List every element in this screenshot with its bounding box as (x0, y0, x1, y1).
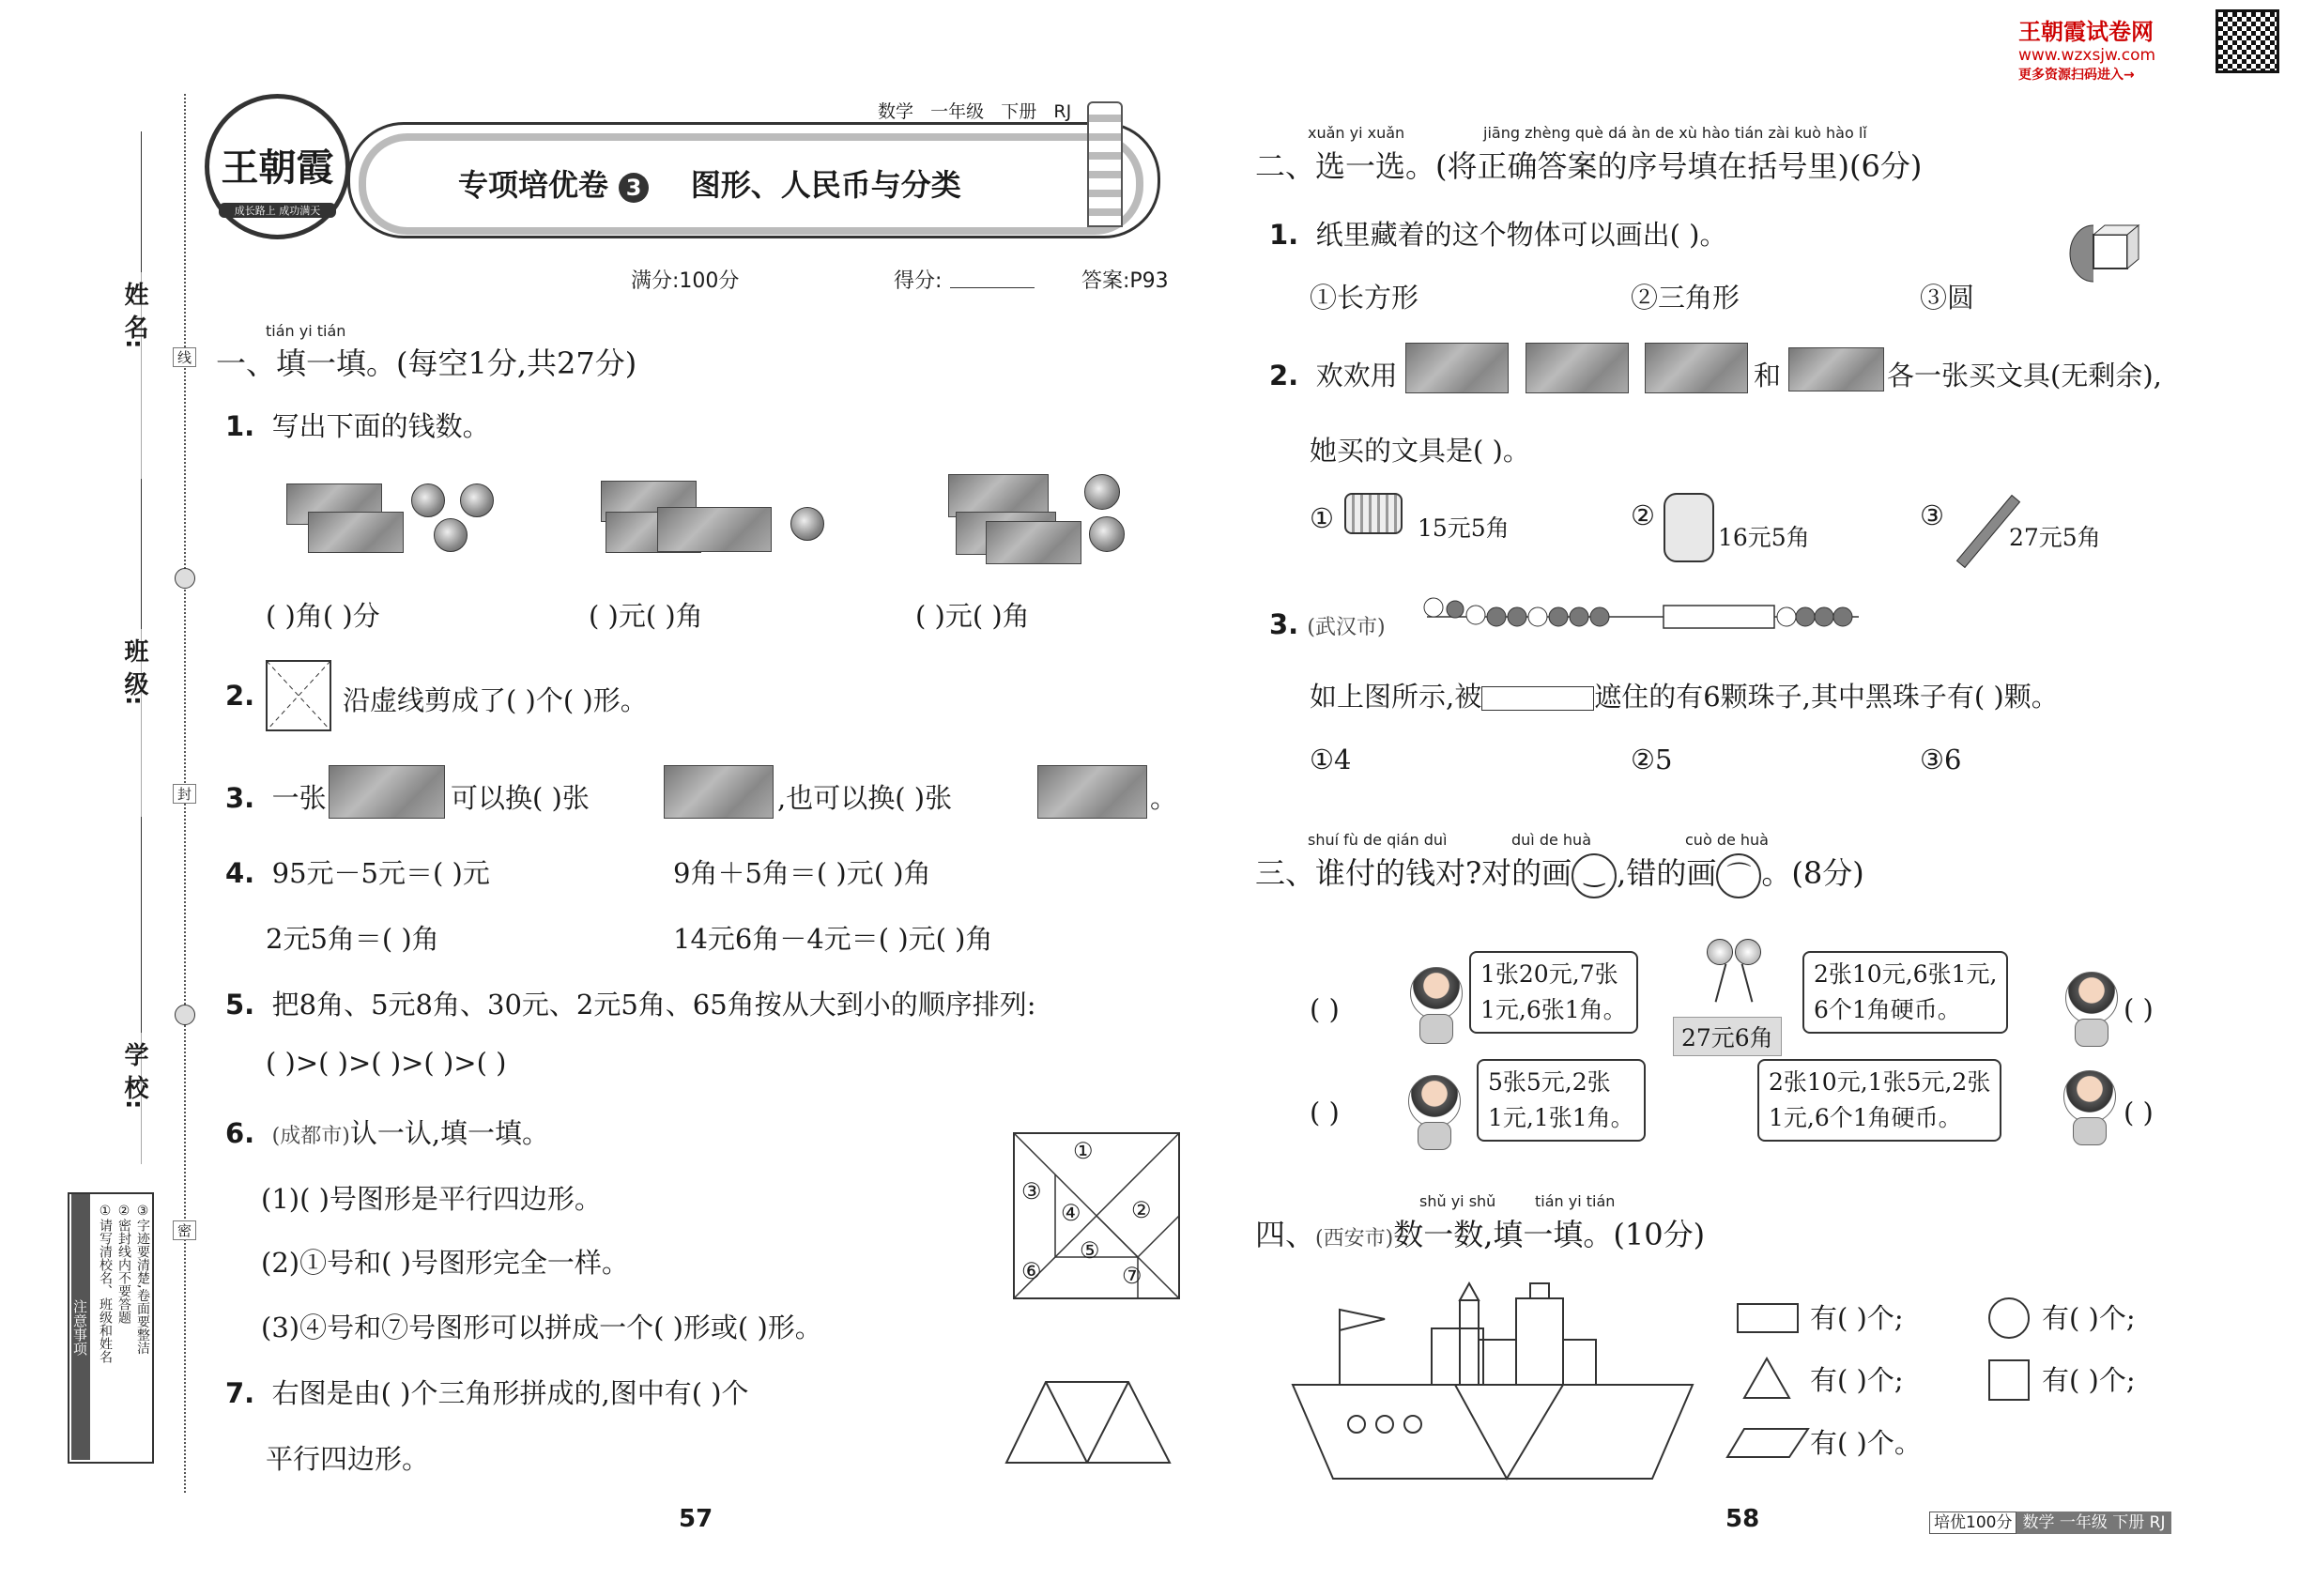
pencil-box-icon (1664, 493, 1714, 562)
q7-text-b: 平行四边形。 (266, 1443, 430, 1475)
r-q2-price-2: 16元5角 (1718, 524, 1810, 551)
banknote-1-image (1645, 343, 1748, 393)
banknote-image (657, 507, 772, 552)
answer-ref: 答案:P93 (1081, 269, 1169, 293)
s2-title: 二、选一选。(将正确答案的序号填在括号里)(6分) (1255, 148, 1923, 184)
r-q2-opt-1[interactable]: ① (1310, 502, 1334, 534)
coin-image (460, 483, 494, 517)
r-q2-opt-2[interactable]: ② (1631, 499, 1655, 531)
girl-figure-body (1419, 1014, 1453, 1044)
page-number-right: 58 (1725, 1505, 1760, 1533)
s1-title: 一、填一填。(每空1分,共27分) (216, 345, 637, 381)
tangram-label-3: ③ (1021, 1178, 1042, 1205)
pencil-sharpener-icon (1344, 493, 1403, 534)
s3-title (1255, 850, 1864, 898)
q5-number: 5. (225, 989, 255, 1021)
ship-figure (1291, 1281, 1694, 1488)
site-url: www.wzxsjw.com (2018, 46, 2156, 65)
q4-c[interactable]: 2元5角＝( )角 (266, 923, 439, 955)
q3-number: 3. (225, 782, 255, 814)
brand-logo (205, 94, 350, 239)
q3-text-d: 。 (1150, 782, 1178, 814)
r-q2-price-3: 27元5角 (2009, 524, 2101, 551)
q5 (225, 984, 1035, 1022)
s3-pinyin-b: duì de huà (1511, 831, 1591, 849)
q7-text[interactable]: 右图是由( )个三角形拼成的,图中有( )个 (271, 1377, 749, 1409)
s4-count-parallelogram[interactable]: 有( )个。 (1810, 1427, 1922, 1459)
q3-text-a: 一张 (271, 782, 327, 814)
square-cut-figure (265, 659, 332, 732)
cut-label-close: 密 (173, 1220, 196, 1240)
r-q2 (1269, 355, 1398, 393)
r-q2-text-c: 各一张买文具(无剩余), (1887, 360, 2162, 391)
boy-figure (1408, 1075, 1461, 1128)
s4-city: (西安市) (1315, 1227, 1394, 1251)
meta-edition: RJ (1053, 101, 1072, 122)
tangram-label-7: ⑦ (1122, 1263, 1142, 1289)
answer-paren-1[interactable]: ( ) (1310, 993, 1340, 1025)
s4-title-a: 四、 (1255, 1217, 1316, 1252)
triangles-figure (1004, 1380, 1173, 1465)
lollipop-icon (1707, 939, 1763, 1003)
s4-title (1255, 1211, 1705, 1254)
s4-pinyin-b: tián yi tián (1535, 1192, 1616, 1210)
s3-pinyin-c: cuò de huà (1685, 831, 1769, 849)
q6-number: 6. (225, 1117, 255, 1149)
notes-item-2: ②密封线内不要答题 (116, 1204, 131, 1324)
coin-image (790, 507, 824, 541)
r-q3-text-a: 如上图所示,被 (1310, 681, 1482, 713)
girl-figure (2065, 972, 2118, 1024)
school-label: 学 校: (120, 1042, 148, 1110)
brand-logo-text: 王朝霞 (221, 146, 334, 190)
bubble-4: 2张10元,1张5元,2张 1元,6个1角硬币。 (1757, 1059, 2001, 1142)
meta-grade: 一年级 (930, 101, 985, 122)
banknote-20-image (1037, 765, 1147, 819)
q5-blank[interactable]: ( )>( )>( )>( )>( ) (266, 1047, 507, 1079)
r-q1 (1269, 214, 1727, 253)
girl-figure (1410, 967, 1463, 1020)
title-number: 3 (619, 173, 649, 203)
s3-pinyin-a: shuí fù de qián duì (1308, 831, 1448, 849)
brand-logo-sub: 成长路上 成功满天 (219, 203, 336, 218)
q1-blank-1[interactable]: ( )角( )分 (266, 600, 380, 632)
r-q3-city: (武汉市) (1307, 616, 1386, 639)
q6 (225, 1113, 549, 1151)
s3-title-b: ,错的画 (1617, 855, 1717, 891)
s3-title-c: 。(8分) (1761, 855, 1864, 891)
s4-count-triangle[interactable]: 有( )个; (1810, 1364, 1904, 1396)
meta-subject: 数学 (878, 101, 914, 122)
qr-code-icon (2216, 9, 2279, 73)
r-q2-number: 2. (1269, 360, 1299, 391)
bubble-2: 2张10元,6张1元, 6个1角硬币。 (1802, 951, 2008, 1034)
answer-paren-3[interactable]: ( ) (1310, 1097, 1340, 1128)
title-main: 图形、人民币与分类 (690, 167, 961, 203)
page-title (458, 161, 961, 205)
banknote-image (308, 512, 404, 553)
banknote-image (986, 521, 1081, 564)
answer-paren-4[interactable]: ( ) (2124, 1097, 2154, 1128)
banknote-10-image (1405, 343, 1509, 393)
q4-d[interactable]: 14元6角－4元＝( )元( )角 (673, 923, 993, 955)
school-line (141, 817, 142, 1033)
s4-title-b: 数一数,填一填。(10分) (1393, 1217, 1706, 1252)
site-name: 王朝霞试卷网 (2018, 19, 2154, 45)
q3-text-c[interactable]: ,也可以换( )张 (777, 782, 953, 814)
s4-pinyin-a: shǔ yi shǔ (1419, 1192, 1496, 1210)
site-hint: 更多资源扫码进入→ (2018, 68, 2135, 83)
notes-item-3: ③字迹要清楚,卷面要整洁 (135, 1204, 150, 1355)
r-q2-opt-3[interactable]: ③ (1920, 499, 1944, 531)
r-q1-number: 1. (1269, 219, 1299, 251)
q6-1[interactable]: (1)( )号图形是平行四边形。 (261, 1183, 602, 1215)
banknote-image (1788, 347, 1884, 391)
q2 (225, 680, 254, 712)
coin-image (1089, 516, 1125, 552)
hidden-object-icon (2065, 221, 2140, 286)
price-tag: 27元6角 (1673, 1017, 1782, 1056)
lighthouse-icon (1087, 101, 1123, 227)
r-q3-opt-2[interactable]: ②5 (1631, 744, 1673, 775)
header-meta (878, 98, 1071, 123)
s3-title-a: 三、谁付的钱对?对的画 (1255, 855, 1572, 891)
s4-count-rect[interactable]: 有( )个; (1810, 1302, 1904, 1334)
r-q3-box (1481, 686, 1594, 711)
score-label: 得分: (894, 269, 943, 293)
class-label: 班 级: (120, 638, 148, 706)
q1-number: 1. (225, 410, 255, 442)
bubble-1: 1张20元,7张 1元,6张1角。 (1469, 951, 1638, 1034)
s2-pinyin: xuǎn yi xuǎn (1308, 124, 1405, 142)
notes-title: 注意事项 (71, 1194, 90, 1460)
s4-count-circle[interactable]: 有( )个; (2042, 1302, 2136, 1334)
tangram-label-4: ④ (1061, 1200, 1081, 1226)
meta-volume: 下册 (1001, 101, 1037, 122)
r-q1-opt-1[interactable]: ①长方形 (1310, 282, 1419, 314)
q5-text: 把8角、5元8角、30元、2元5角、65角按从大到小的顺序排列: (271, 989, 1036, 1021)
q6-city: (成都市) (271, 1125, 350, 1148)
name-line (141, 131, 142, 272)
banknote-100-image (329, 765, 445, 819)
r-q2-price-1: 15元5角 (1418, 514, 1510, 542)
q3-text-b[interactable]: 可以换( )张 (451, 782, 590, 814)
q2-text[interactable]: 沿虚线剪成了( )个( )形。 (343, 684, 648, 716)
r-q1-opt-2[interactable]: ②三角形 (1631, 282, 1740, 314)
q7 (225, 1373, 749, 1411)
banknote-5-image (1526, 343, 1629, 393)
boy-figure-body (2073, 1117, 2107, 1145)
bubble-3: 5张5元,2张 1元,1张1角。 (1477, 1059, 1646, 1142)
boy-figure-body (1418, 1122, 1451, 1150)
cut-label-seal: 封 (173, 784, 196, 804)
girl-figure-body (2075, 1019, 2108, 1047)
parallelogram-shape-icon (1725, 1427, 1810, 1459)
r-q2-text-d[interactable]: 她买的文具是( )。 (1310, 435, 1530, 467)
s2-pinyin-b: jiāng zhèng què dá àn de xù hào tián zài kuò hào lǐ (1483, 124, 1867, 142)
square-shape-icon (1988, 1359, 2030, 1401)
class-line (141, 479, 142, 629)
answer-paren-2[interactable]: ( ) (2124, 993, 2154, 1025)
footer-tag (1929, 1509, 2171, 1532)
q7-number: 7. (225, 1377, 255, 1409)
coin-image (434, 518, 468, 552)
triangle-shape-icon (1742, 1357, 1791, 1400)
r-q3 (1269, 608, 1386, 640)
q6-text: 认一认,填一填。 (349, 1117, 550, 1149)
q6-2[interactable]: (2)①号和( )号图形完全一样。 (261, 1247, 629, 1279)
smile-face-icon: ‿ (1572, 853, 1617, 898)
rectangle-shape-icon (1737, 1303, 1799, 1333)
score-field[interactable] (950, 287, 1035, 288)
banknote-50-image (664, 765, 774, 819)
binding-hole-1 (175, 568, 195, 589)
coin-image (1084, 474, 1120, 510)
site-brand (2018, 13, 2155, 84)
q4-b[interactable]: 9角＋5角＝( )元( )角 (673, 857, 931, 889)
notes-item-1: ①请写清校名、班级和姓名 (98, 1204, 113, 1363)
r-q1-opt-3[interactable]: ③圆 (1920, 282, 1975, 314)
q1-text: 写出下面的钱数。 (271, 410, 490, 442)
r-q3-opt-1[interactable]: ①4 (1310, 744, 1352, 775)
r-q2-text-b: 和 (1754, 360, 1782, 391)
tangram-label-6: ⑥ (1021, 1258, 1042, 1284)
binding-hole-2 (175, 1005, 195, 1025)
cut-label-line: 线 (173, 347, 196, 367)
s4-count-square[interactable]: 有( )个; (2042, 1364, 2136, 1396)
tangram-label-2: ② (1131, 1197, 1152, 1223)
r-q3-number: 3. (1269, 608, 1299, 640)
tangram-label-1: ① (1073, 1138, 1094, 1164)
circle-shape-icon (1988, 1297, 2030, 1339)
name-label: 姓 名: (120, 282, 148, 349)
q1 (225, 406, 490, 444)
q4-a[interactable]: 95元－5元＝( )元 (271, 857, 490, 889)
page-number-left: 57 (679, 1505, 713, 1533)
q4 (225, 852, 490, 891)
q1-blank-3[interactable]: ( )元( )角 (915, 600, 1030, 632)
q4-number: 4. (225, 857, 255, 889)
r-q3-opt-3[interactable]: ③6 (1920, 744, 1962, 775)
title-prefix: 专项培优卷 (458, 167, 609, 203)
q2-number: 2. (225, 680, 255, 712)
q1-blank-2[interactable]: ( )元( )角 (589, 600, 703, 632)
boy-figure (2063, 1070, 2116, 1123)
bead-string (1422, 593, 1863, 640)
r-q2-text-a: 欢欢用 (1315, 360, 1398, 391)
s1-pinyin: tián yi tián (266, 322, 346, 340)
q3 (225, 777, 327, 816)
tangram-label-5: ⑤ (1080, 1237, 1100, 1264)
footer-info: 数学 一年级 下册 RJ (2016, 1512, 2170, 1534)
r-q3-text-b[interactable]: 遮住的有6颗珠子,其中黑珠子有( )颗。 (1594, 681, 2059, 713)
full-score: 满分:100分 (631, 269, 740, 293)
notes-box (68, 1192, 154, 1464)
sad-face-icon: ⌒ (1716, 853, 1761, 898)
q6-3[interactable]: (3)④号和⑦号图形可以拼成一个( )形或( )形。 (261, 1312, 822, 1343)
r-q1-text[interactable]: 纸里藏着的这个物体可以画出( )。 (1315, 219, 1727, 251)
footer-tag-label: 培优100分 (1929, 1512, 2016, 1534)
r-q3-text (1310, 676, 2059, 714)
coin-image (411, 483, 445, 517)
